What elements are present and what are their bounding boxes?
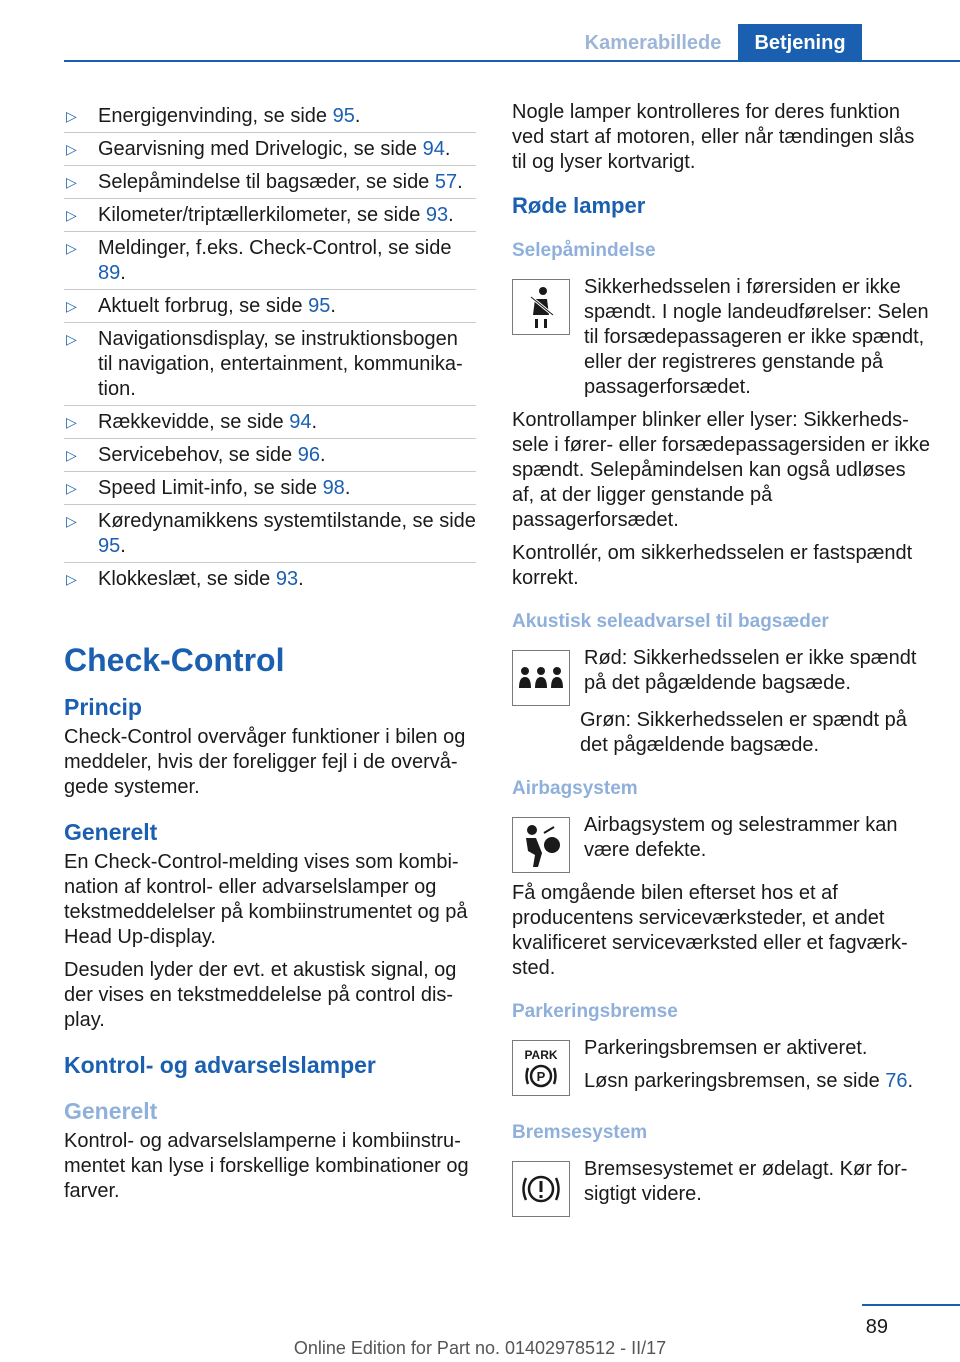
footer-divider: [862, 1304, 960, 1306]
seatbelt-heading: Selepåmindelse: [512, 240, 656, 261]
red-lamps-heading: Røde lamper: [512, 193, 646, 218]
svg-text:P: P: [536, 1069, 546, 1084]
triangle-bullet-icon: ▷: [66, 298, 77, 314]
intro-text: Nogle lamper kontrolleres for deres funktion ved start af motoren, eller når tændingen slås til og lyser kortvarigt.: [512, 101, 915, 173]
list-item: ▷ Energigenvinding, se side 95.: [64, 100, 476, 133]
brake-text: Bremsesystemet er ødelagt. Kør forsigtigt videre.: [584, 1158, 908, 1205]
airbag-icon: [512, 817, 570, 873]
acoustic-entry: [512, 646, 932, 706]
triangle-bullet-icon: ▷: [66, 513, 77, 529]
page-link[interactable]: 96: [297, 444, 320, 466]
tab-kamerabillede[interactable]: Kamerabillede: [568, 24, 738, 62]
rear-seatbelt-icon: [512, 650, 570, 706]
parking-text: Parkeringsbremsen er aktiveret.: [584, 1037, 868, 1059]
svg-text:PARK: PARK: [524, 1048, 558, 1062]
seatbelt-warning-icon: [512, 279, 570, 335]
page-link[interactable]: 89: [98, 262, 121, 284]
seatbelt-paragraph-3: Kontrollér, om sikkerhedsselen er fastspændt korrekt.: [512, 542, 913, 589]
list-item: ▷ Servicebehov, se side 96.: [64, 439, 476, 472]
page-link[interactable]: 94: [422, 138, 445, 160]
page-link[interactable]: 76: [885, 1070, 908, 1092]
parking-heading: Parkeringsbremse: [512, 1001, 678, 1022]
acoustic-green-text: Grøn: Sikkerhedsselen er spændt på det pågældende bagsæde.: [580, 709, 907, 756]
list-item: ▷ Navigationsdisplay, se instruktionsbogen til navigation, entertainment, kommunikation.: [64, 323, 476, 406]
principle-heading: Princip: [64, 694, 142, 720]
page-link[interactable]: 95: [332, 105, 355, 127]
list-item: ▷ Selepåmindelse til bagsæder, se side 57.: [64, 166, 476, 199]
list-item: ▷ Kilometer/triptællerkilometer, se side 93.: [64, 199, 476, 232]
footer-edition: Online Edition for Part no. 01402978512 - II/17: [293, 1338, 667, 1358]
right-column: [512, 100, 932, 1225]
principle-text: Check-Control overvåger funktioner i bilen og meddeler, hvis der foreligger fejl i de overvågede systemer.: [64, 726, 466, 798]
triangle-bullet-icon: ▷: [66, 480, 77, 496]
list-item: ▷ Køredynamikkens systemtilstande, se side 95.: [64, 505, 476, 563]
lamps-general-text: Kontrol- og advarselslamperne i kombiinstrumentet kan lyse i forskellige kombinationer og farver.: [64, 1130, 469, 1202]
display-items-list: [64, 100, 476, 595]
page-link[interactable]: 95: [308, 295, 331, 317]
triangle-bullet-icon: ▷: [66, 207, 77, 223]
list-item: ▷ Meldinger, f.eks. Check-Control, se side 89.: [64, 232, 476, 290]
brake-warning-icon: [512, 1161, 570, 1217]
page-link[interactable]: 93: [275, 568, 299, 590]
page-link[interactable]: 57: [434, 171, 458, 193]
page-link[interactable]: 98: [322, 477, 345, 499]
brake-heading: Bremsesystem: [512, 1122, 648, 1143]
acoustic-text: [584, 646, 932, 704]
seatbelt-paragraph-2: Kontrollamper blinker eller lyser: Sikkerhedssele i fører- eller forsædepassagersiden er ikke spændt. Selepåmindelsen kan også udløses af, at der ligger genstande på passagerforsædet.: [512, 409, 930, 531]
page-header: [0, 0, 960, 62]
page-number: 89: [865, 1316, 888, 1338]
page-link[interactable]: 94: [289, 411, 312, 433]
acoustic-heading: Akustisk seleadvarsel til bagsæder: [512, 611, 829, 632]
parking-brake-icon: [512, 1040, 570, 1096]
airbag-text: Airbagsystem og selestrammer kan være defekte.: [584, 814, 898, 861]
list-item: ▷ Aktuelt forbrug, se side 95.: [64, 290, 476, 323]
lamps-heading: Kontrol- og advarselslamper: [64, 1052, 376, 1078]
triangle-bullet-icon: ▷: [66, 141, 77, 157]
triangle-bullet-icon: ▷: [66, 571, 77, 587]
triangle-bullet-icon: ▷: [66, 331, 77, 347]
lamps-general-heading: Generelt: [64, 1098, 158, 1124]
general-paragraph-2: Desuden lyder der evt. et akustisk signal, og der vises en tekstmeddelelse på control display.: [64, 959, 457, 1031]
airbag-heading: Airbagsystem: [512, 778, 638, 799]
acoustic-red-text: Rød: Sikkerhedsselen er ikke spændt på det pågældende bagsæde.: [584, 647, 917, 694]
page-link[interactable]: 95: [98, 535, 121, 557]
airbag-entry: [512, 813, 932, 873]
seatbelt-entry: [512, 275, 932, 400]
list-item: ▷ Gearvisning med Drivelogic, se side 94.: [64, 133, 476, 166]
section-title: Check-Control: [64, 642, 285, 678]
list-item: ▷ Speed Limit-info, se side 98.: [64, 472, 476, 505]
general-paragraph-1: En Check-Control-melding vises som kombination af kontrol- eller advarselslamper og tekstmeddelelser på kombiinstrumentet og på Head Up-display.: [64, 851, 468, 948]
airbag-paragraph-2: Få omgående bilen efterset hos et af producentens serviceværksteder, et andet kvalificeret serviceværksted eller et fagværksted.: [512, 882, 908, 979]
list-item: ▷ Klokkeslæt, se side 93.: [66, 568, 304, 590]
parking-text-block: [584, 1036, 932, 1102]
list-item: ▷ Rækkevidde, se side 94.: [64, 406, 476, 439]
left-column: [64, 100, 476, 1212]
page-link[interactable]: 93: [425, 204, 449, 226]
triangle-bullet-icon: ▷: [66, 108, 77, 124]
triangle-bullet-icon: ▷: [66, 414, 77, 430]
general-heading: Generelt: [64, 819, 158, 845]
triangle-bullet-icon: ▷: [66, 240, 77, 256]
parking-paragraph-2: Løsn parkeringsbremsen, se side 76.: [584, 1070, 914, 1092]
triangle-bullet-icon: ▷: [66, 447, 77, 463]
seatbelt-text: Sikkerhedsselen i førersiden er ikke spændt. I nogle landeudførelser: Selen til forsædepassageren er ikke spændt, eller der registreres genstande på passagerforsædet.: [584, 276, 929, 398]
header-divider: [64, 60, 960, 62]
brake-entry: [512, 1157, 932, 1217]
triangle-bullet-icon: ▷: [66, 174, 77, 190]
tab-betjening[interactable]: Betjening: [738, 24, 862, 62]
parking-entry: [512, 1036, 932, 1102]
